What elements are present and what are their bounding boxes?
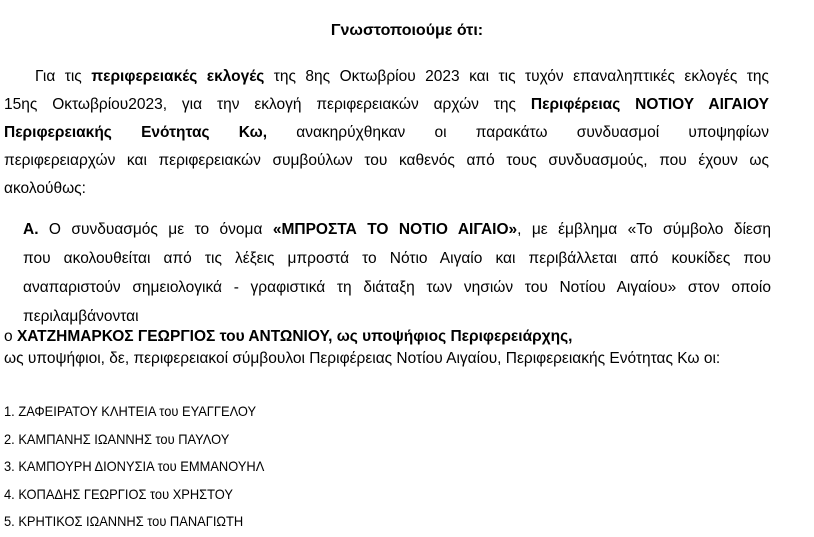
intro-text: Για τις <box>35 68 92 85</box>
candidate-name: ΧΑΤΖΗΜΑΡΚΟΣ ΓΕΩΡΓΙΟΣ του ΑΝΤΩΝΙΟΥ, ως υποψήφιος Περιφερειάρχης, <box>16 328 573 345</box>
section-a-marker: Α. <box>23 221 39 238</box>
section-a-text: Ο συνδυασμός με το όνομα <box>38 221 273 238</box>
list-item: 5. ΚΡΗΤΙΚΟΣ ΙΩΑΝΝΗΣ του ΠΑΝΑΓΙΩΤΗ <box>4 513 244 529</box>
list-item: 1. ΖΑΦΕΙΡΑΤΟΥ ΚΛΗΤΕΙΑ του ΕΥΑΓΓΕΛΟΥ <box>4 403 257 419</box>
list-item: 2. ΚΑΜΠΑΝΗΣ ΙΩΑΝΝΗΣ του ΠΑΥΛΟΥ <box>4 430 230 447</box>
intro-text: ανακηρύχθηκαν οι παρακάτω συνδυασμοί υποψηφίων <box>267 124 769 141</box>
section-a-line-1 <box>23 215 771 244</box>
intro-bold-region: Περιφέρειας ΝΟΤΙΟΥ ΑΙΓΑΙΟΥ <box>530 96 769 113</box>
document-heading: Γνωστοποιούμε ότι: <box>330 22 484 39</box>
intro-line-4: περιφερειαρχών και περιφερειακών συμβούλων του καθενός από τους συνδυασμούς, που έχουν ως <box>4 152 769 169</box>
intro-text: 15ης Οκτωβρίου2023, για την εκλογή περιφερειακών αρχών της <box>4 96 531 113</box>
section-a-line-4: περιλαμβάνονται <box>23 308 139 325</box>
combination-name: «ΜΠΡΟΣΤΑ ΤΟ ΝΟΤΙΟ ΑΙΓΑΙΟ» <box>272 221 518 238</box>
list-item: 4. ΚΟΠΑΔΗΣ ΓΕΩΡΓΙΟΣ του ΧΡΗΣΤΟΥ <box>4 485 233 502</box>
section-a-line-2: που ακολουθείται από τις λέξεις μπροστά το Νότιο Αιγαίο και περιβάλλεται από κουκίδες που <box>23 250 771 267</box>
section-a-text: , με έμβλημα «Το σύμβολο δίεση <box>517 221 771 238</box>
intro-bold-unit: Περιφερειακής Ενότητας Κω, <box>4 124 268 141</box>
intro-bold-elections: περιφερειακές εκλογές <box>91 68 265 85</box>
candidate-prefix: ο <box>4 328 17 345</box>
councillors-intro: ως υποψήφιοι, δε, περιφερειακοί σύμβουλοι Περιφέρειας Νοτίου Αιγαίου, Περιφερειακής Ενότητας Κω οι: <box>4 350 721 367</box>
councillor-list <box>4 398 287 536</box>
intro-line-3 <box>4 119 769 147</box>
intro-paragraph <box>4 63 769 203</box>
section-a <box>23 215 771 331</box>
section-a-line-3: αναπαριστούν σημειολογικά - γραφιστικά τη διάταξη των νησιών του Νοτίου Αιγαίου» στον οποίο <box>23 279 771 296</box>
intro-text: της 8ης Οκτωβρίου 2023 και τις τυχόν επαναληπτικές εκλογές της <box>264 68 770 85</box>
intro-line-5: ακολούθως: <box>4 180 86 197</box>
regional-governor-candidate <box>4 326 572 348</box>
intro-line-2 <box>4 91 769 119</box>
list-item: 3. ΚΑΜΠΟΥΡΗ ΔΙΟΝΥΣΙΑ του ΕΜΜΑΝΟΥΗΛ <box>4 458 265 474</box>
intro-line-1 <box>4 63 769 91</box>
